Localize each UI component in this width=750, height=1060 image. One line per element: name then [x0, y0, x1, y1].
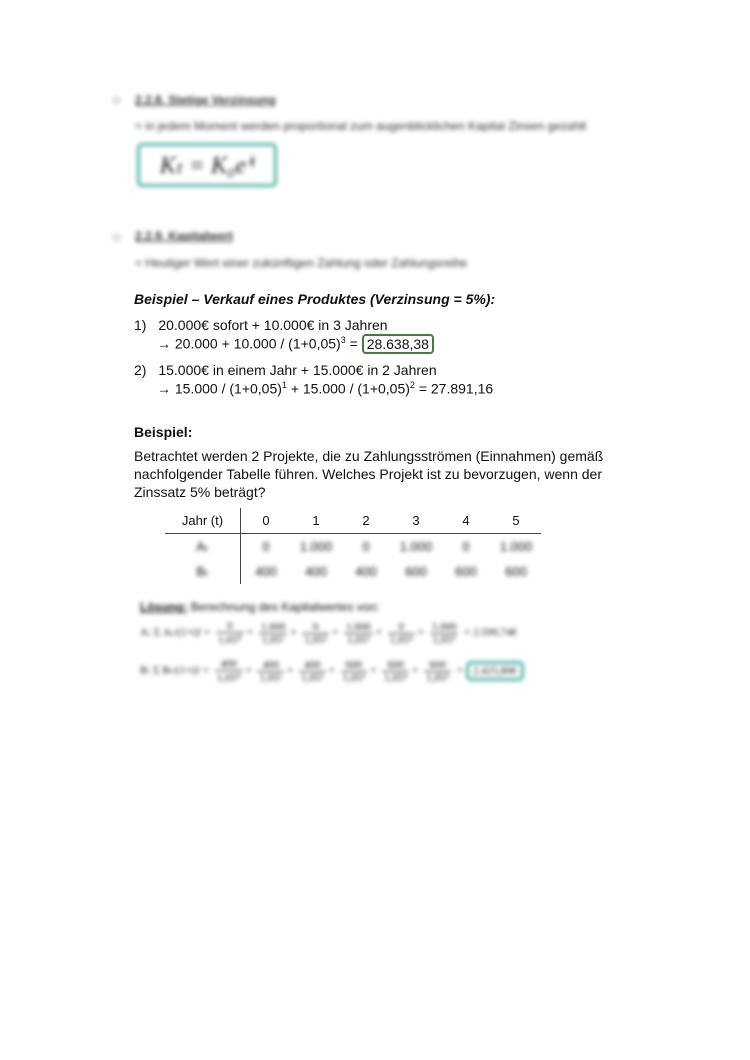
solution-a-result: = 2.599,74€	[464, 626, 518, 639]
table-cell: 1.000	[499, 539, 533, 554]
fraction: $\frac{400}{\text{1,05²}}$	[301, 658, 324, 684]
bullet-icon	[113, 97, 120, 104]
table-row	[165, 559, 541, 584]
table-year: 4	[441, 508, 491, 534]
formula-text: Kₜ = K₀eⁱᵗ	[159, 152, 255, 179]
item2-calc-a: → 15.000 / (1+0,05)	[157, 380, 282, 397]
table-cell: 400	[355, 564, 377, 579]
table-year: 2	[341, 508, 391, 534]
item2-exp2: 2	[409, 380, 415, 390]
table-year: 0	[241, 508, 292, 534]
solution-a-prefix: A: Σ Aₜ/(1+i)ᵗ =	[140, 626, 211, 639]
item1-calc-eq: =	[345, 335, 362, 352]
table-cell: 600	[505, 564, 527, 579]
item2-number: 2)	[134, 362, 147, 378]
formula-box	[137, 143, 277, 187]
fraction: $\frac{400}{\text{1,05¹}}$	[259, 658, 283, 684]
solution-text: Berechnung des Kapitalwertes von:	[190, 600, 380, 614]
table-cell: 600	[405, 564, 427, 579]
section-desc-kapitalwert: = Heutiger Wert einer zukünftigen Zahlung oder Zahlungsreihe	[135, 256, 468, 270]
table-year: 1	[291, 508, 341, 534]
table-cell: 0	[362, 539, 370, 554]
section-title-stetige-verzinsung: 2.2.8. Stetige Verzinsung	[135, 93, 276, 107]
cashflow-table	[165, 508, 541, 584]
table-header-label: Jahr (t)	[165, 508, 241, 534]
table-cell: 0	[262, 539, 270, 554]
item1-text: 20.000€ sofort + 10.000€ in 3 Jahren	[158, 317, 388, 333]
example2-title: Beispiel:	[134, 424, 193, 440]
example2-text: Betrachtet werden 2 Projekte, die zu Zahlungsströmen (Einnahmen) gemäß nachfolgender Tabelle führen. Welches Projekt ist zu bevorzugen, wenn der Zinssatz 5% beträgt?	[134, 448, 604, 500]
fraction: $\frac{400}{\text{1,05⁰}}$	[216, 658, 241, 684]
table-row-label: Aₜ	[165, 534, 241, 560]
item2-exp1: 1	[281, 380, 287, 390]
table-cell: 1.000	[399, 539, 433, 554]
solution-line-b: B: Σ Bₜ/(1+i)ᵗ = $\frac{400}{\text{1,05⁰}}$ + $\frac{400}{\text{1,05¹}}$ + $\frac{400}{\text{1,05²}}$ + $\frac{600}{\text{1,05³}}$ + $\frac{600}{\text{1,05⁴}}$ + $\frac{600}{\text{1,05⁵}}$ = 2.425,80€	[140, 658, 524, 684]
solution-b-result-highlight: 2.425,80€	[466, 661, 524, 681]
item1-number: 1)	[134, 317, 147, 333]
item1-result-highlight: 28.638,38	[362, 334, 434, 354]
table-cell: 400	[255, 564, 277, 579]
item1-calc-prefix: → 20.000 + 10.000 / (1+0,05)	[157, 335, 341, 352]
item1-calc-exponent: 3	[340, 335, 346, 345]
item2-calc-b: + 15.000 / (1+0,05)	[286, 380, 410, 397]
solution-b-prefix: B: Σ Bₜ/(1+i)ᵗ =	[140, 664, 210, 677]
example1-item2-calc	[157, 380, 493, 397]
fraction: $\frac{600}{\text{1,05⁵}}$	[426, 658, 450, 684]
example1-item1	[134, 317, 388, 333]
table-cell: 1.000	[299, 539, 333, 554]
item2-text: 15.000€ in einem Jahr + 15.000€ in 2 Jahren	[158, 362, 437, 378]
example1-item2	[134, 362, 437, 378]
fraction: $\frac{600}{\text{1,05³}}$	[342, 658, 366, 684]
fraction: $\frac{1.000}{\text{1,05⁵}}$	[431, 620, 457, 646]
section-desc-stetige-verzinsung: = in jedem Moment werden proportional zum augenblicklichen Kapital Zinsen gezahlt	[135, 119, 587, 133]
fraction: $\frac{600}{\text{1,05⁴}}$	[384, 658, 408, 684]
table-cell: 0	[462, 539, 470, 554]
table-header-row	[165, 508, 541, 534]
item2-calc-c: = 27.891,16	[414, 380, 494, 397]
example1-title: Beispiel – Verkauf eines Produktes (Verzinsung = 5%):	[134, 291, 496, 307]
table-year: 3	[391, 508, 441, 534]
bullet-icon	[113, 234, 120, 241]
table-cell: 400	[305, 564, 327, 579]
table-cell: 600	[455, 564, 477, 579]
table-year: 5	[491, 508, 541, 534]
solution-label: Lösung:	[140, 600, 188, 614]
table-row	[165, 534, 541, 560]
fraction: $\frac{0}{\text{1,05⁴}}$	[389, 620, 413, 646]
solution-header	[140, 600, 379, 614]
table-row-label: Bₜ	[165, 559, 241, 584]
fraction: $\frac{1.000}{\text{1,05³}}$	[345, 620, 371, 646]
fraction: $\frac{0}{\text{1,05²}}$	[304, 620, 327, 646]
section-title-kapitalwert: 2.2.9. Kapitalwert	[135, 229, 234, 243]
example1-item1-calc	[157, 335, 434, 352]
fraction: $\frac{0}{\text{1,05⁰}}$	[218, 620, 242, 646]
fraction: $\frac{1.000}{\text{1,05¹}}$	[260, 620, 286, 646]
solution-line-a: A: Σ Aₜ/(1+i)ᵗ = $\frac{0}{\text{1,05⁰}}$ + $\frac{1.000}{\text{1,05¹}}$ + $\frac{0}{\text{1,05²}}$ + $\frac{1.000}{\text{1,05³}}$ + $\frac{0}{\text{1,05⁴}}$ + $\frac{1.000}{\text{1,05⁵}}$ = 2.599,74€	[140, 620, 518, 646]
